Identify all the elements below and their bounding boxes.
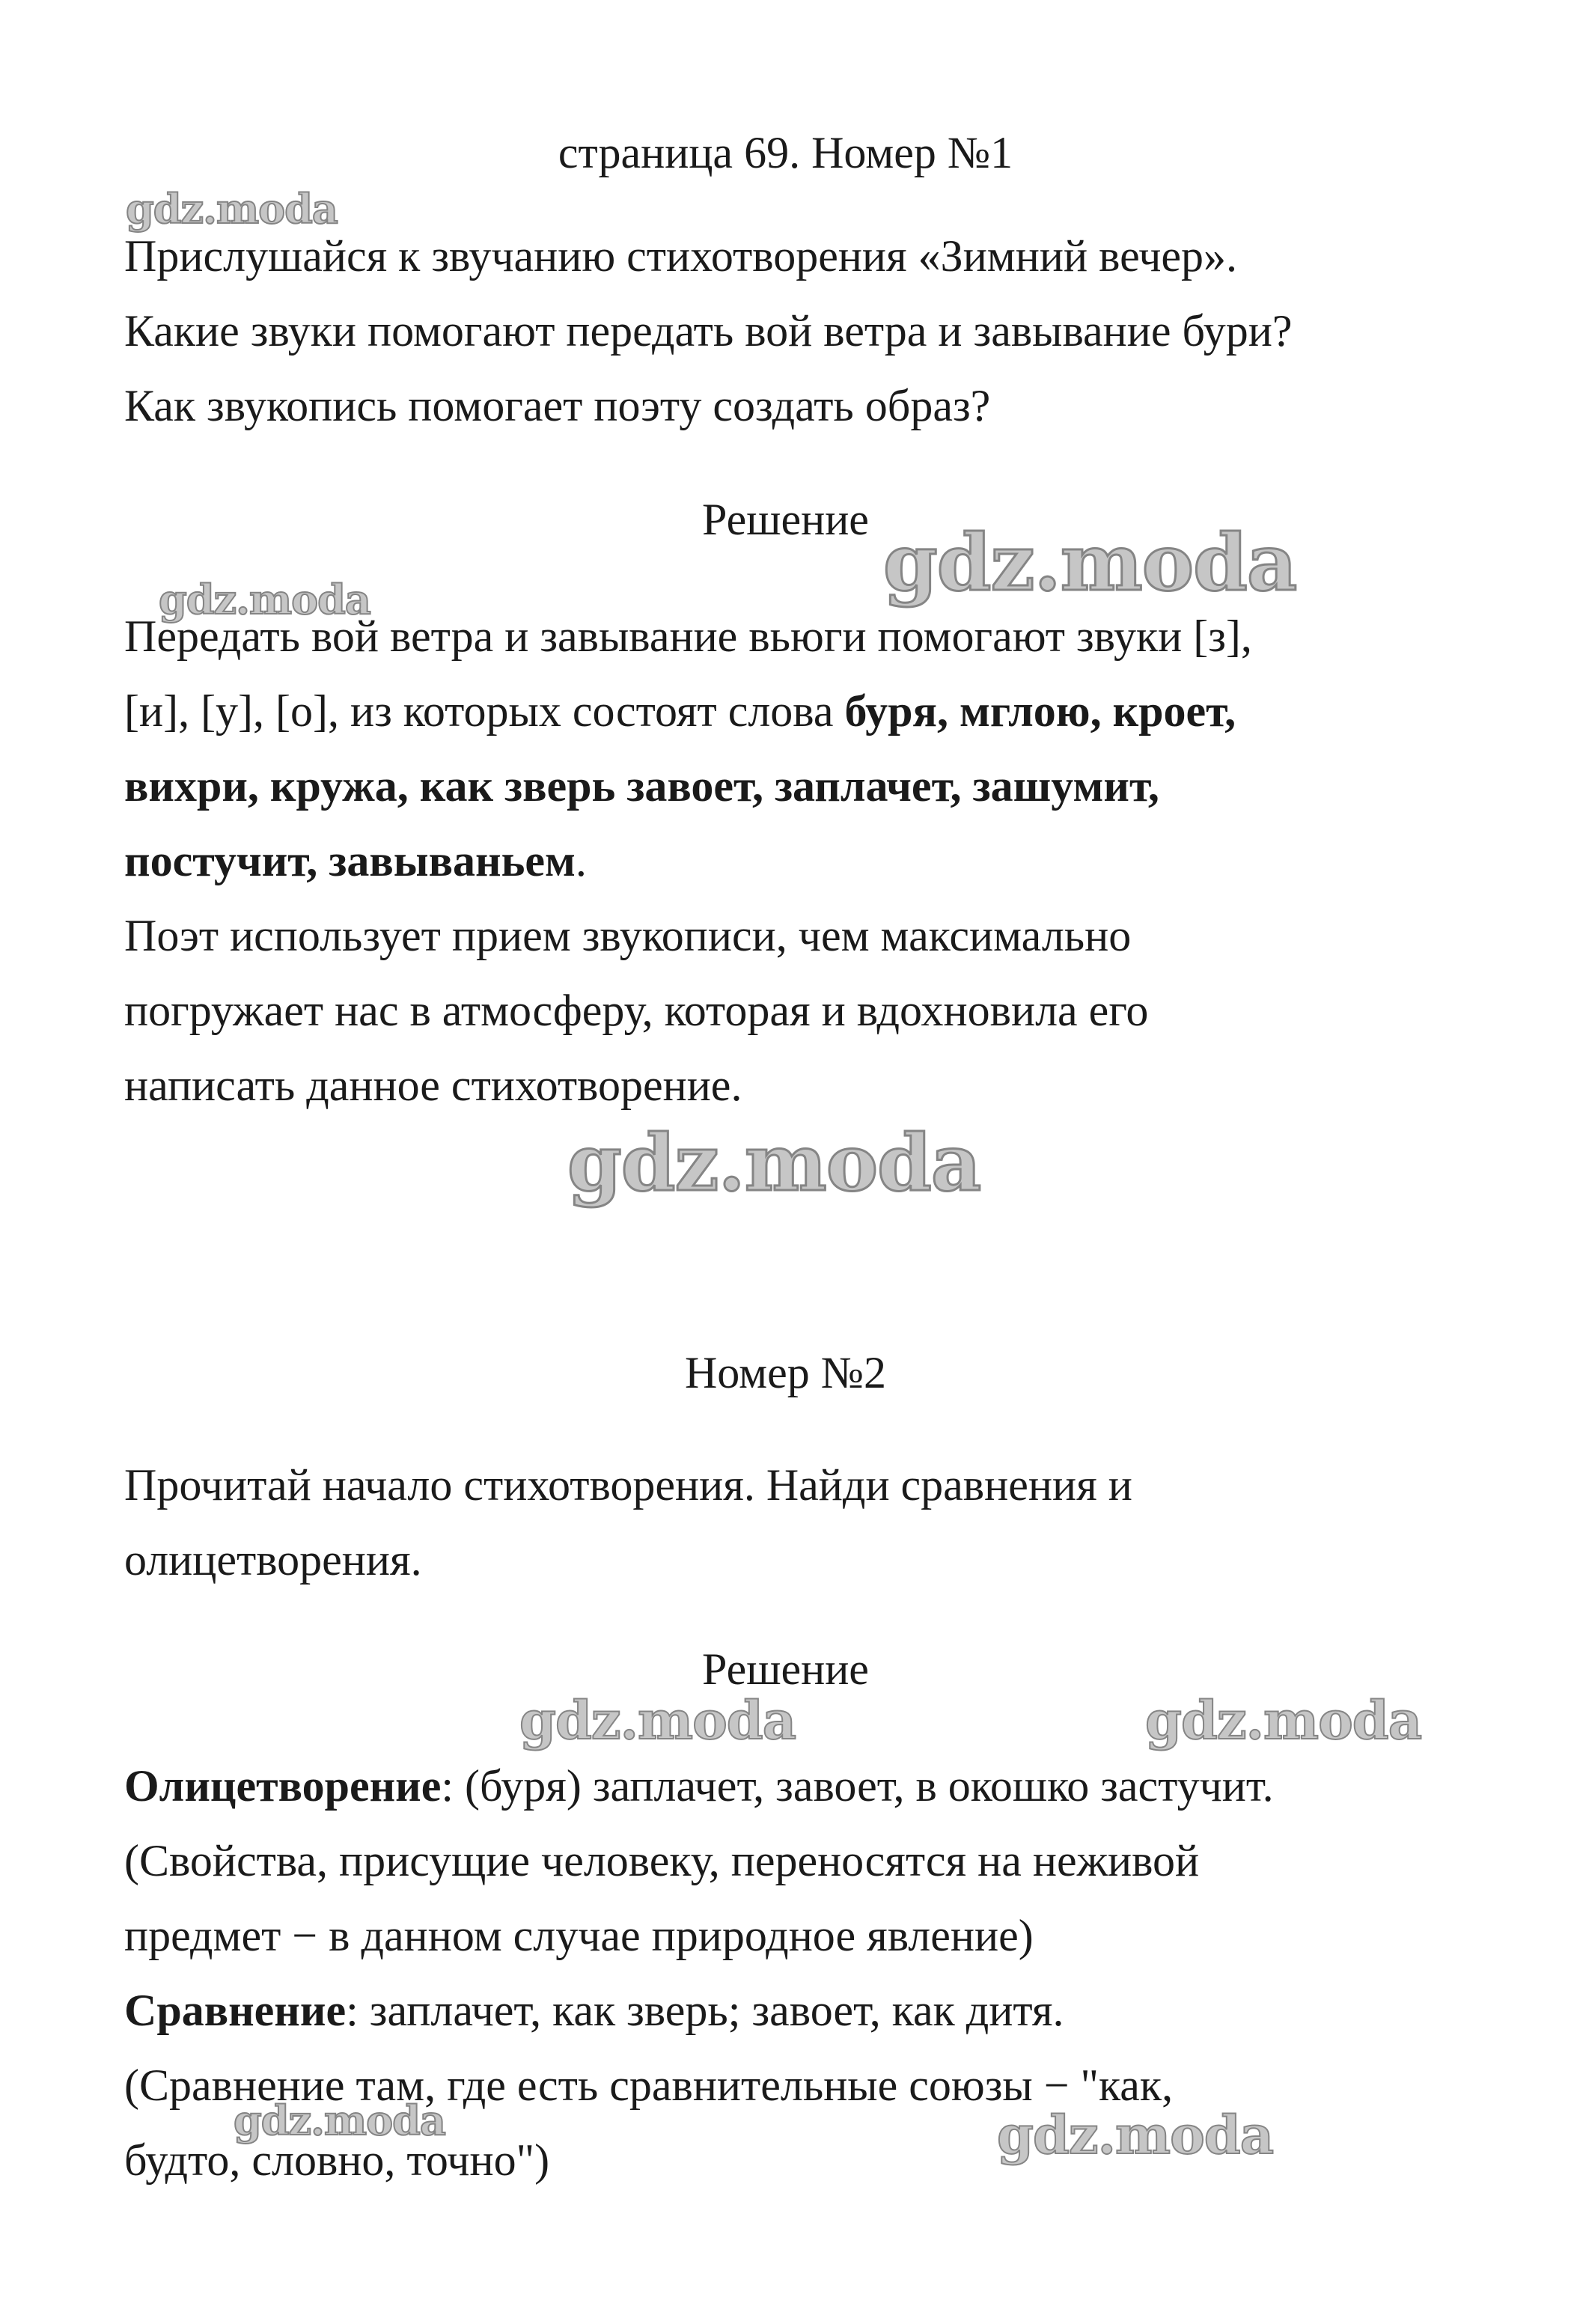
task1-question-line: Как звукопись помогает поэту создать образ? xyxy=(124,381,991,430)
watermark-logo: gdz.moda xyxy=(997,2104,1274,2166)
watermark-logo: gdz.moda xyxy=(1145,1689,1422,1751)
comparison-label: Сравнение xyxy=(124,1986,347,2035)
task2-answer-line: (Свойства, присущие человеку, переносятся на неживой xyxy=(124,1836,1200,1885)
task1-answer-line: Поэт использует прием звукописи, чем максимально xyxy=(124,911,1132,960)
watermark-logo: gdz.moda xyxy=(234,2096,445,2144)
task2-answer-line: будто, словно, точно") xyxy=(124,2135,550,2185)
task2-answer-line: предмет − в данном случае природное явление) xyxy=(124,1911,1034,1960)
task1-answer-line xyxy=(124,761,1159,811)
task2-answer-line xyxy=(124,1761,1274,1811)
task2-heading: Номер №2 xyxy=(684,1348,887,1397)
task1-question-line: Прислушайся к звучанию стихотворения «Зимний вечер». xyxy=(124,231,1238,281)
personification-text: : (буря) заплачет, завоет, в окошко застучит. xyxy=(441,1761,1274,1811)
watermark-logo: gdz.moda xyxy=(126,185,338,233)
task2-solution-label: Решение xyxy=(702,1644,869,1694)
task2-answer-line: (Сравнение там, где есть сравнительные союзы − "как, xyxy=(124,2061,1174,2110)
watermark-logo: gdz.moda xyxy=(567,1117,981,1209)
task2-question-line: Прочитай начало стихотворения. Найди сравнения и xyxy=(124,1460,1132,1510)
task2-question-line: олицетворения. xyxy=(124,1535,422,1585)
personification-label: Олицетворение xyxy=(124,1761,442,1811)
task1-answer-line xyxy=(124,838,587,883)
task1-heading: страница 69. Номер №1 xyxy=(558,128,1013,177)
task1-solution-label: Решение xyxy=(702,495,869,544)
task1-answer-line: Передать вой ветра и завывание вьюги помогают звуки [з], xyxy=(124,612,1252,661)
task1-answer-line xyxy=(124,686,1236,736)
answer-text: [и], [у], [о], из которых состоят слова xyxy=(124,686,845,736)
answer-text: . xyxy=(575,836,587,885)
task2-answer-line xyxy=(124,1988,1064,2033)
task1-answer-line: погружает нас в атмосферу, которая и вдохновила его xyxy=(124,986,1149,1035)
watermark-logo: gdz.moda xyxy=(159,576,370,623)
answer-bold-words: буря, мглою, кроет, xyxy=(844,686,1236,736)
comparison-text: : заплачет, как зверь; завоет, как дитя. xyxy=(346,1986,1064,2035)
answer-bold-words: вихри, кружа, как зверь завоет, заплачет, зашумит, xyxy=(124,761,1159,811)
watermark-logo: gdz.moda xyxy=(883,516,1297,609)
answer-bold-words: постучит, завываньем xyxy=(124,836,576,885)
watermark-logo: gdz.moda xyxy=(519,1689,796,1751)
task1-question-line: Какие звуки помогают передать вой ветра и завывание бури? xyxy=(124,306,1293,356)
task1-answer-line: написать данное стихотворение. xyxy=(124,1061,742,1110)
